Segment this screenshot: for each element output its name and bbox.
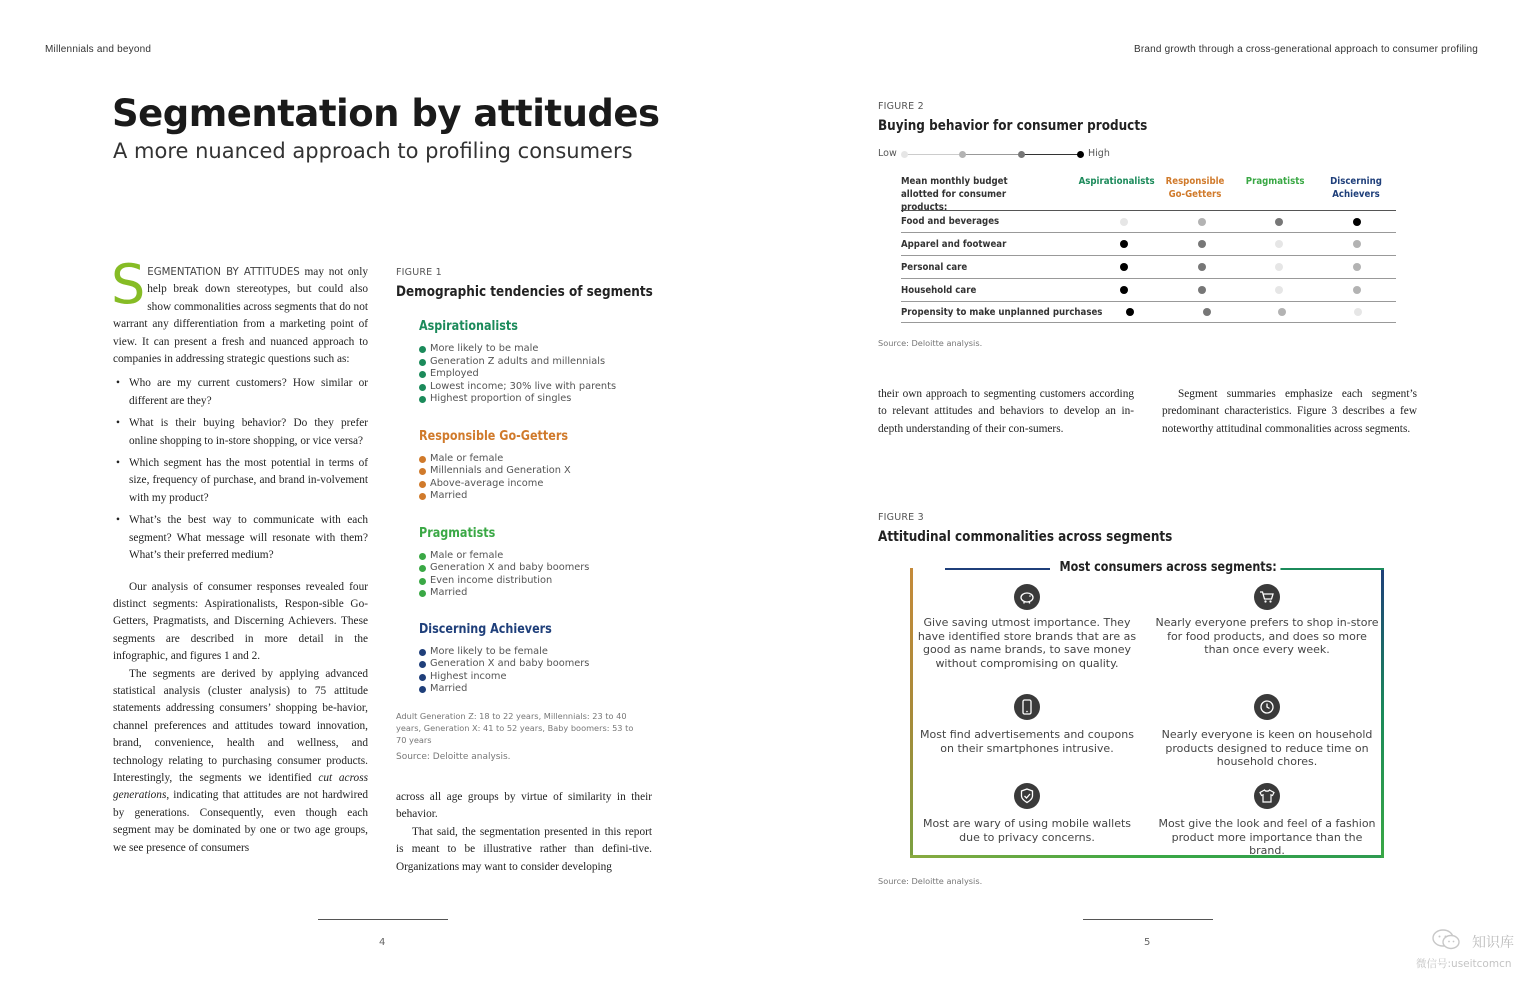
- level-cell: [1083, 263, 1164, 271]
- table-row: [901, 211, 1396, 233]
- figure3-box-title: Most consumers across segments:: [1056, 560, 1280, 575]
- table-header-label: [901, 175, 1071, 213]
- level-cell: [1083, 286, 1164, 294]
- segment-item-text: Male or female: [430, 452, 504, 464]
- column-header: [1235, 175, 1315, 210]
- segment-list: [419, 646, 659, 696]
- segment-list: [419, 550, 659, 600]
- segment-item: [419, 453, 659, 466]
- level-dot-icon: [1275, 240, 1283, 248]
- level-dot-icon: [1278, 308, 1286, 316]
- segment-item-text: Generation X and baby boomers: [430, 562, 590, 573]
- page-number-left: 4: [379, 937, 386, 948]
- tshirt-icon: [1254, 783, 1280, 809]
- row-label: [901, 239, 1083, 250]
- segment-item-text: Highest proportion of singles: [430, 393, 572, 404]
- row-label-text: Food and beverages: [901, 216, 1000, 227]
- column-header-text: Responsible Go-Getters: [1165, 176, 1225, 200]
- level-cell: [1317, 218, 1396, 226]
- segment-item: [419, 550, 659, 563]
- commonality-item: [914, 783, 1140, 844]
- segment-block-discerning-achievers: [419, 622, 659, 696]
- emphasis-text: cut across generations: [113, 771, 368, 802]
- level-dot-icon: [1126, 308, 1134, 316]
- bullet-dot-icon: [419, 553, 426, 560]
- page-subtitle: A more nuanced approach to profiling consumers: [113, 139, 633, 163]
- legend-dot-icon: [1077, 151, 1084, 158]
- table-header: [901, 175, 1396, 211]
- level-dot-icon: [1198, 286, 1206, 294]
- segment-item: [419, 356, 659, 369]
- segment-item-text: Married: [430, 490, 468, 501]
- segment-item-text: Employed: [430, 368, 479, 379]
- segment-item-text: Highest income: [430, 670, 507, 682]
- level-dot-icon: [1120, 218, 1128, 226]
- column-header-text: Pragmatists: [1245, 176, 1305, 187]
- segment-item-text: Married: [430, 587, 468, 598]
- illustrative-paragraph: That said, the segmentation presented in this report is meant to be illustrative rather than defini-tive. Organizations may want to consider developing: [396, 825, 652, 873]
- segment-item: [419, 381, 659, 394]
- commonality-text: Most find advertisements and coupons on their smartphones intrusive.: [920, 728, 1134, 755]
- level-cell: [1170, 308, 1245, 316]
- legend-dot-icon: [959, 151, 966, 158]
- commonality-text: Most give the look and feel of a fashion product more importance than the brand.: [1158, 817, 1376, 857]
- column-header: [1071, 175, 1155, 210]
- segment-item: [419, 478, 659, 491]
- footer-rule-left: [318, 919, 448, 920]
- header-label-text: Mean monthly budget allotted for consumer products:: [901, 176, 1008, 213]
- segment-item: [419, 587, 659, 600]
- shopping-cart-icon: [1254, 584, 1280, 610]
- question-item: • What’s the best way to communicate with each segment? What message will resonate with them? What’s their preferred medium?: [129, 512, 368, 564]
- legend-dot-icon: [1018, 151, 1025, 158]
- segment-item: [419, 575, 659, 588]
- level-dot-icon: [1353, 218, 1361, 226]
- column-header-text: Discerning Achievers: [1330, 176, 1382, 200]
- clock-icon: [1254, 694, 1280, 720]
- bullet-dot-icon: [419, 661, 426, 668]
- segment-item-text: Above-average income: [430, 477, 544, 489]
- table-body: [901, 211, 1396, 323]
- bullet-dot-icon: [419, 565, 426, 572]
- level-cell: [1164, 286, 1241, 294]
- segment-title: Responsible Go-Getters: [419, 428, 568, 444]
- segments-paragraph: The segments are derived by applying advanced statistical analysis (cluster analysis) to 75 attitude statements addressing consumers’ shopping be-havior, channel preferences and attitudes toward innovation, brand, convenience, health and wellness, and technology relating to purchasing consumer products. Interestingly, the segments we identified: [113, 667, 368, 784]
- frame-left: [910, 568, 913, 856]
- piggy-bank-icon: [1014, 584, 1040, 610]
- watermark-id: 微信号:useitcomcn: [1416, 958, 1512, 970]
- continued-paragraph: across all age groups by virtue of similarity in their behavior.: [396, 791, 652, 821]
- summaries-paragraph: Segment summaries emphasize each segment’s predominant characteristics. Figure 3 describes a few noteworthy attitudinal commonalities across segments.: [1162, 388, 1417, 435]
- shield-icon: [1014, 783, 1040, 809]
- drop-cap: S: [111, 253, 146, 316]
- segment-item: [419, 562, 659, 575]
- commonality-text: Give saving utmost importance. They have identified store brands that are as good as name brands, to save money without compromising on quality.: [917, 616, 1137, 670]
- frame-right: [1381, 568, 1384, 858]
- level-dot-icon: [1198, 263, 1206, 271]
- legend-dot-icon: [901, 151, 908, 158]
- commonality-item: [914, 694, 1140, 755]
- level-dot-icon: [1275, 263, 1283, 271]
- row-label: [901, 262, 1083, 273]
- segment-item: [419, 671, 659, 684]
- segment-block-pragmatists: [419, 526, 659, 600]
- figure1-label: FIGURE 1: [396, 267, 442, 278]
- smartphone-icon: [1014, 694, 1040, 720]
- table-row: [901, 256, 1396, 279]
- bullet-dot-icon: [419, 359, 426, 366]
- page-title: Segmentation by attitudes: [112, 92, 660, 135]
- bullet-dot-icon: [419, 396, 426, 403]
- figure1-segments: [419, 319, 659, 696]
- level-dot-icon: [1120, 240, 1128, 248]
- level-dot-icon: [1275, 286, 1283, 294]
- body-column-left: [111, 253, 368, 857]
- figure2-title: Buying behavior for consumer products: [878, 118, 1148, 134]
- level-cell: [1319, 308, 1396, 316]
- figure1-note: Adult Generation Z: 18 to 22 years, Millennials: 23 to 40 years, Generation X: 41 to 52 years, Baby boomers: 53 to 70 years: [396, 711, 634, 745]
- commonality-item: [1154, 694, 1380, 769]
- segments-paragraph-end: , indicating that attitudes are not hardwired by generations. Consequently, even though each segment may be dominated by one or two age groups, we see presence of consumers: [113, 789, 368, 854]
- figure2-label: FIGURE 2: [878, 101, 924, 112]
- figure1-title: Demographic tendencies of segments: [396, 284, 653, 300]
- level-cell: [1083, 240, 1164, 248]
- level-dot-icon: [1203, 308, 1211, 316]
- segment-title: Pragmatists: [419, 525, 496, 541]
- figure2-source: Source: Deloitte analysis.: [878, 338, 983, 348]
- row-label-text: Propensity to make unplanned purchases: [901, 306, 1103, 318]
- table-row: [901, 302, 1396, 323]
- legend-line: [1022, 154, 1080, 155]
- bullet-dot-icon: [419, 686, 426, 693]
- segment-item-text: Generation X and baby boomers: [430, 658, 590, 669]
- segment-item-text: Generation Z adults and millennials: [430, 355, 606, 367]
- footer-rule-right: [1083, 919, 1213, 920]
- buying-behavior-table: [901, 175, 1396, 323]
- segment-item: [419, 393, 659, 406]
- figure3-label: FIGURE 3: [878, 512, 924, 523]
- segment-item-text: Lowest income; 30% live with parents: [430, 380, 617, 392]
- row-label-text: Household care: [901, 284, 977, 296]
- commonality-item: [1154, 783, 1380, 858]
- level-dot-icon: [1198, 218, 1206, 226]
- level-dot-icon: [1353, 263, 1361, 271]
- bullet-dot-icon: [419, 371, 426, 378]
- running-header-right: Brand growth through a cross-generational approach to consumer profiling: [1133, 44, 1478, 55]
- commonality-text: Nearly everyone prefers to shop in-store for food products, and does so more than once every week.: [1155, 616, 1379, 656]
- legend-high-label: High: [1088, 148, 1110, 159]
- segment-title: Discerning Achievers: [419, 621, 552, 637]
- legend-line: [904, 154, 962, 155]
- segment-item: [419, 490, 659, 503]
- level-cell: [1317, 240, 1396, 248]
- level-dot-icon: [1353, 286, 1361, 294]
- segment-list: [419, 343, 659, 406]
- frame-top-left: [945, 568, 1050, 570]
- body-column-middle: [396, 789, 652, 876]
- lead-in-caps: EGMENTATION BY ATTITUDES: [147, 267, 300, 278]
- bullet-dot-icon: [419, 468, 426, 475]
- row-label-text: Personal care: [901, 261, 968, 273]
- segment-block-responsible-go-getters: [419, 429, 659, 503]
- segment-item: [419, 343, 659, 356]
- column-header: [1155, 175, 1235, 210]
- row-label: [901, 285, 1083, 296]
- figure2-legend: [878, 147, 1118, 163]
- question-item: • Which segment has the most potential in terms of size, frequency of purchase, and brand in-volvement with my product?: [129, 455, 368, 507]
- watermark-title: 知识库: [1472, 935, 1514, 951]
- level-dot-icon: [1353, 240, 1361, 248]
- level-cell: [1241, 286, 1318, 294]
- question-list: [113, 375, 368, 564]
- segment-item-text: More likely to be male: [430, 343, 539, 354]
- level-dot-icon: [1198, 240, 1206, 248]
- segment-item-text: Even income distribution: [430, 574, 553, 586]
- segment-item: [419, 683, 659, 696]
- segment-block-aspirationalists: [419, 319, 659, 406]
- row-label: [901, 306, 1103, 318]
- level-cell: [1091, 308, 1170, 316]
- level-cell: [1241, 263, 1318, 271]
- legend-low-label: Low: [878, 148, 897, 159]
- bullet-dot-icon: [419, 578, 426, 585]
- bullet-dot-icon: [419, 649, 426, 656]
- segment-item: [419, 646, 659, 659]
- bullet-dot-icon: [419, 481, 426, 488]
- segment-item: [419, 465, 659, 478]
- commonality-text: Nearly everyone is keen on household products designed to reduce time on household chores.: [1161, 728, 1373, 768]
- level-cell: [1164, 263, 1241, 271]
- column-header-text: Aspirationalists: [1078, 176, 1155, 187]
- bullet-dot-icon: [419, 674, 426, 681]
- column-header: [1315, 175, 1397, 210]
- level-cell: [1317, 263, 1396, 271]
- question-item: • What is their buying behavior? Do they prefer online shopping to in-store shopping, or vice versa?: [129, 415, 368, 450]
- level-cell: [1241, 218, 1318, 226]
- bullet-dot-icon: [419, 493, 426, 500]
- level-dot-icon: [1120, 263, 1128, 271]
- page-number-right: 5: [1144, 937, 1151, 948]
- body-column-right-1: [878, 386, 1134, 438]
- level-cell: [1164, 240, 1241, 248]
- frame-top-right: [1279, 568, 1384, 570]
- question-item: • Who are my current customers? How similar or different are they?: [129, 375, 368, 410]
- level-dot-icon: [1354, 308, 1362, 316]
- approach-paragraph: their own approach to segmenting customers according to relevant attitudes and behaviors to develop an in-depth understanding of their con-sumers.: [878, 388, 1134, 435]
- segment-item-text: Millennials and Generation X: [430, 465, 571, 476]
- intro-paragraph: may not only help break down stereotypes, but could also show commonalities across segments that do not warrant any differentiation from a marketing point of view. It can present a fresh and nuanced approach to companies in addressing strategic questions such as:: [113, 266, 368, 366]
- figure3-source: Source: Deloitte analysis.: [878, 876, 983, 886]
- analysis-paragraph: Our analysis of consumer responses revealed four distinct segments: Aspirationalists, Respon-sible Go-Getters, Pragmatists, and Discerning Achievers. These segments are described in more detail in the infographic, and figures 1 and 2.: [113, 580, 368, 663]
- column-headers: [1071, 175, 1397, 210]
- segment-list: [419, 453, 659, 503]
- segment-title: Aspirationalists: [419, 319, 518, 334]
- wechat-icon: [1432, 929, 1462, 951]
- bullet-dot-icon: [419, 346, 426, 353]
- row-label: [901, 216, 1083, 227]
- segment-item-text: Male or female: [430, 549, 504, 561]
- level-dot-icon: [1120, 286, 1128, 294]
- legend-line: [962, 154, 1022, 155]
- row-label-text: Apparel and footwear: [901, 238, 1007, 250]
- bullet-dot-icon: [419, 384, 426, 391]
- level-cell: [1083, 218, 1164, 226]
- commonality-text: Most are wary of using mobile wallets due to privacy concerns.: [922, 817, 1132, 844]
- level-cell: [1164, 218, 1241, 226]
- table-row: [901, 279, 1396, 302]
- figure1-source: Source: Deloitte analysis.: [396, 752, 511, 762]
- bullet-dot-icon: [419, 590, 426, 597]
- table-row: [901, 233, 1396, 256]
- figure3-title: Attitudinal commonalities across segments: [878, 529, 1173, 545]
- segment-item-text: Married: [430, 683, 468, 694]
- figure3-box: [910, 560, 1384, 858]
- running-header-left: Millennials and beyond: [45, 44, 152, 55]
- level-cell: [1241, 240, 1318, 248]
- commonality-item: [1154, 584, 1380, 657]
- level-cell: [1244, 308, 1319, 316]
- level-cell: [1317, 286, 1396, 294]
- segment-item-text: More likely to be female: [430, 645, 548, 657]
- segment-item: [419, 368, 659, 381]
- commonality-item: [914, 584, 1140, 670]
- bullet-dot-icon: [419, 456, 426, 463]
- segment-item: [419, 658, 659, 671]
- level-dot-icon: [1275, 218, 1283, 226]
- body-column-right-2: [1162, 386, 1417, 438]
